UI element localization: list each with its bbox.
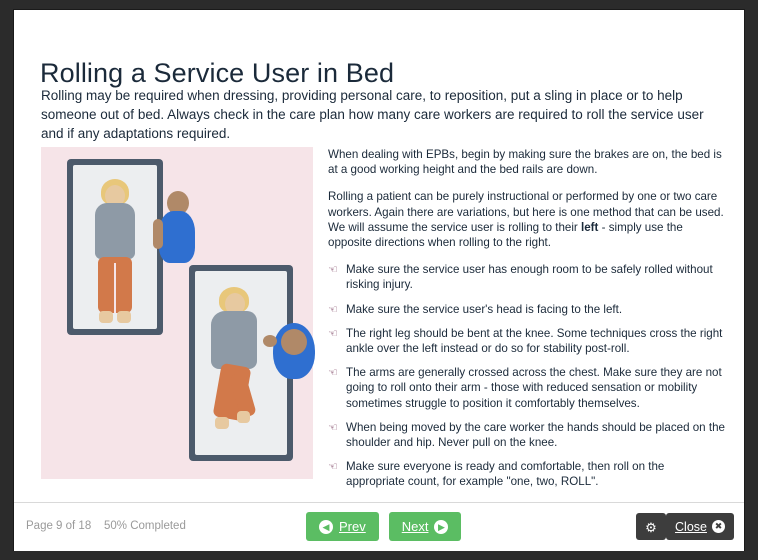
list-item-text: Make sure the service user has enough room to be safely rolled without risking injury.	[346, 263, 713, 292]
chevron-right-icon: ▶	[434, 520, 448, 534]
instruction-column	[328, 147, 726, 502]
foot-left-icon	[99, 311, 113, 323]
list-item	[328, 365, 726, 411]
instruction-list	[328, 262, 726, 489]
torso-icon	[211, 311, 257, 369]
progress-status	[26, 520, 186, 532]
illustration-rolling-in-bed	[41, 147, 313, 479]
intro-paragraph: Rolling may be required when dressing, providing personal care, to reposition, put a sling in place or to help someone out of bed. Always check in the care plan how many care workers are required to roll the service user and if any adaptations required.	[41, 88, 704, 141]
hand-icon: ☜	[328, 421, 338, 434]
list-item-text: When being moved by the care worker the hands should be placed on the shoulder and hip. Never pull on the knee.	[346, 420, 725, 450]
close-button-label: Close	[675, 519, 707, 534]
leg-divider	[114, 263, 116, 313]
slide-content	[14, 10, 744, 502]
page-indicator: Page 9 of 18	[26, 520, 92, 532]
prev-button-label: Prev	[339, 519, 366, 534]
foot-right-icon	[237, 411, 250, 423]
completion-indicator: 50% Completed	[104, 520, 186, 532]
torso-icon	[95, 203, 135, 259]
list-item-text: The right leg should be bent at the knee. Some techniques cross the right ankle over the left instead or do so for stability post-roll.	[346, 326, 723, 356]
list-item	[328, 326, 726, 356]
list-item	[328, 262, 726, 292]
hand-icon: ☜	[328, 367, 338, 380]
hand-icon: ☜	[328, 461, 338, 474]
list-item-text: Make sure the service user's head is facing to the left.	[346, 302, 623, 316]
paragraph-method-b: - simply use the opposite directions when rolling to the right.	[328, 220, 683, 250]
hand-icon: ☜	[328, 264, 338, 277]
player-footer	[14, 502, 744, 551]
paragraph-intro: When dealing with EPBs, begin by making sure the brakes are on, the bed is at a good working height and the bed rails are down.	[328, 148, 722, 177]
bed-top	[67, 159, 163, 335]
gear-icon: ⚙	[645, 520, 657, 535]
list-item	[328, 459, 726, 489]
next-button[interactable]	[389, 512, 462, 541]
next-button-label: Next	[401, 519, 429, 534]
worker-body-icon	[159, 211, 195, 263]
list-item	[328, 302, 726, 317]
list-item-text: The arms are generally crossed across the chest. Make sure they are not going to roll onto their arm - those with reduced sensation or mobility sometimes struggle to position it comfortably themselves.	[346, 366, 722, 410]
prev-button[interactable]	[306, 512, 379, 541]
close-button[interactable]	[666, 513, 734, 540]
close-x-icon: ✖	[712, 520, 725, 533]
page-title: Rolling a Service User in Bed	[40, 58, 395, 89]
worker-hand-icon	[263, 335, 277, 347]
list-item	[328, 420, 726, 450]
settings-button[interactable]	[636, 513, 666, 540]
worker-arm-icon	[153, 219, 163, 249]
paragraph-method	[328, 189, 726, 250]
worker-head-icon	[281, 329, 307, 355]
hand-icon: ☜	[328, 303, 338, 316]
paragraph-method-a: Rolling a patient can be purely instructional or performed by one or two care workers. Again there are variations, but here is one method that can be used. We will assume the service user is rolling to their	[328, 190, 724, 234]
list-item-text: Make sure everyone is ready and comfortable, then roll on the appropriate count, for example "one, two, ROLL".	[346, 460, 665, 489]
course-window	[14, 10, 744, 550]
foot-right-icon	[117, 311, 131, 323]
paragraph-method-bold: left	[581, 220, 599, 234]
foot-left-icon	[215, 417, 229, 429]
hand-icon: ☜	[328, 327, 338, 340]
chevron-left-icon: ◀	[319, 520, 333, 534]
navigation-controls	[306, 512, 461, 541]
